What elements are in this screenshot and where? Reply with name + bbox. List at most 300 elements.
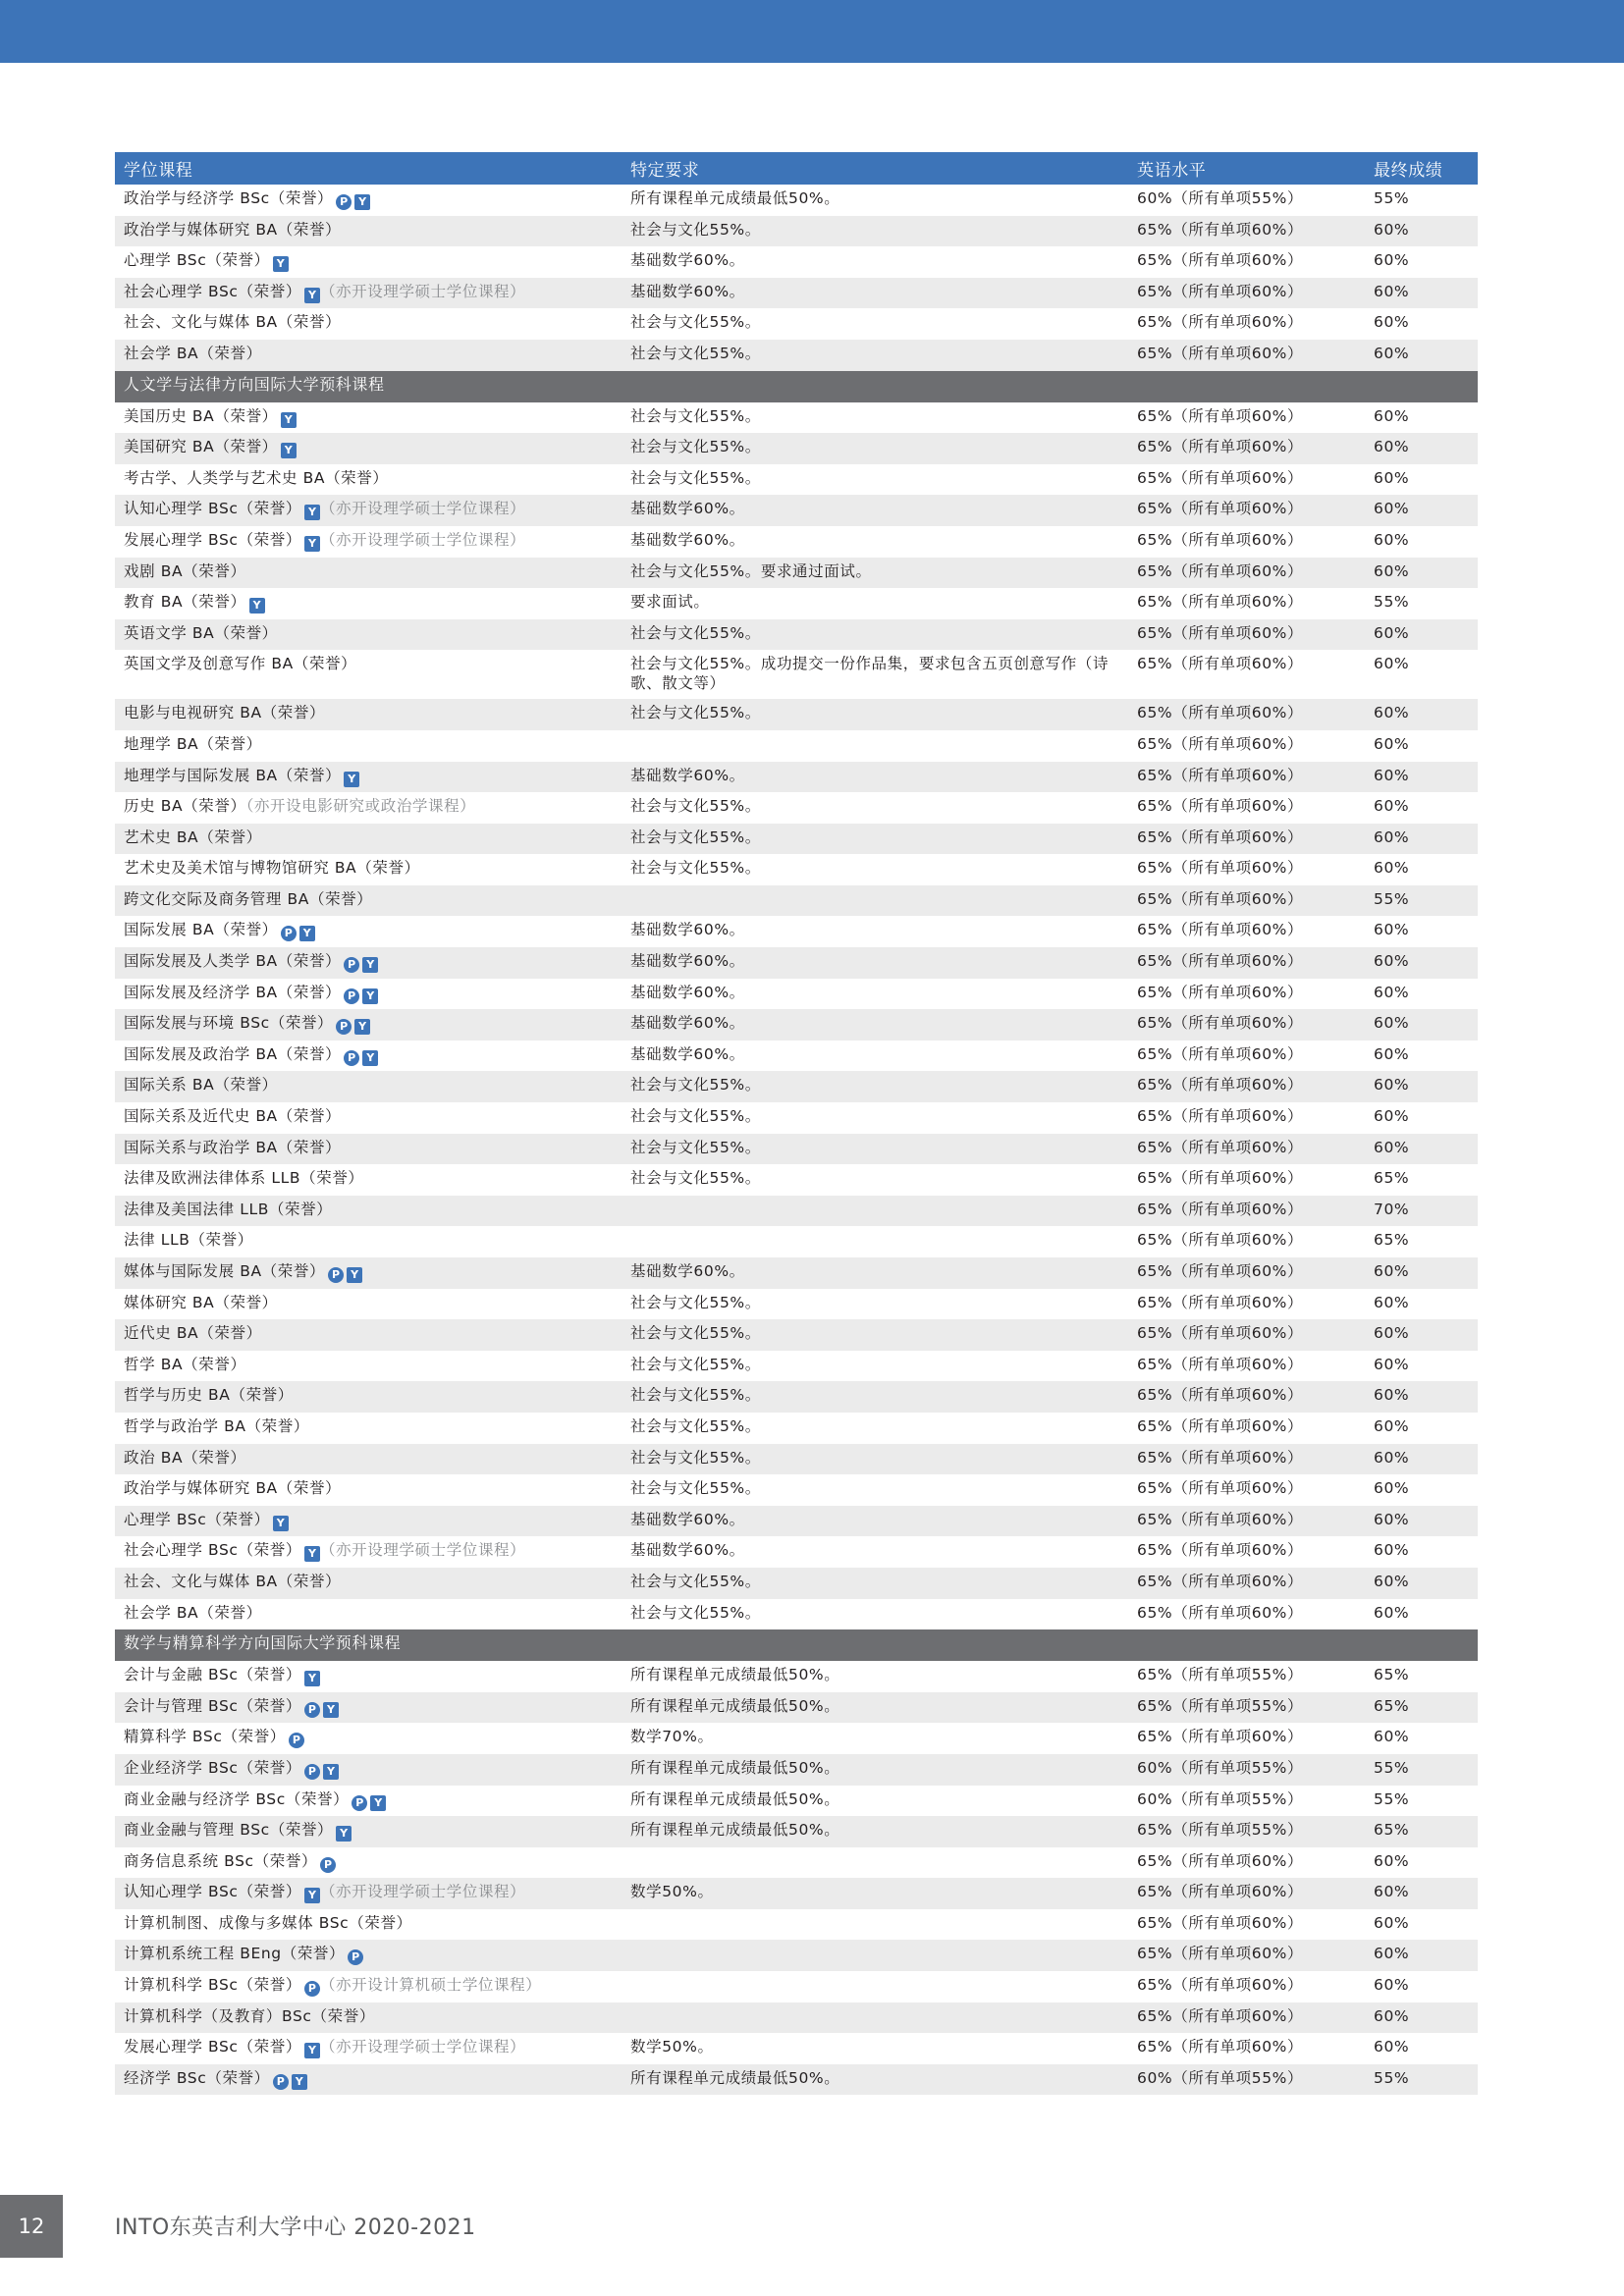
course-cell — [115, 1134, 622, 1165]
entry-requirements-table — [115, 152, 1478, 2095]
final-grade-cell: 60% — [1374, 1044, 1410, 1063]
table-row — [115, 885, 1478, 917]
pathway-y-icon: Y — [336, 1826, 352, 1842]
final-grade-cell: 60% — [1365, 1319, 1478, 1351]
final-grade-cell: 60% — [1374, 1416, 1410, 1435]
course-cell — [115, 979, 622, 1010]
requirement-cell — [622, 2002, 1128, 2034]
table-row — [115, 1599, 1478, 1630]
english-level-cell: 65%（所有单项60%） — [1128, 1381, 1365, 1413]
english-level-cell: 65%（所有单项60%） — [1128, 2002, 1365, 2034]
english-level-cell: 65%（所有单项60%） — [1137, 1913, 1304, 1932]
requirement-cell: 基础数学60%。 — [622, 1257, 1128, 1289]
requirement-cell: 所有课程单元成绩最低50%。 — [630, 1789, 840, 1808]
course-cell — [115, 916, 622, 947]
course-cell — [115, 185, 622, 216]
requirement-cell: 所有课程单元成绩最低50%。 — [622, 2064, 1128, 2096]
course-cell — [115, 1878, 622, 1909]
table-row — [115, 1816, 1478, 1847]
course-name: 计算机制图、成像与多媒体 BSc（荣誉） — [124, 1913, 412, 1932]
section-header-row — [115, 1629, 1478, 1661]
table-row — [115, 278, 1478, 309]
course-cell — [115, 1909, 622, 1941]
course-cell — [115, 340, 622, 371]
requirement-cell: 社会与文化55%。 — [622, 619, 1128, 651]
course-note: （亦开设理学硕士学位课程） — [319, 530, 526, 549]
english-level-cell: 65%（所有单项60%） — [1137, 530, 1304, 549]
table-row — [115, 619, 1478, 651]
pathway-p-icon: P — [289, 1733, 304, 1748]
table-row — [115, 1506, 1478, 1537]
header-english-level: 英语水平 — [1128, 152, 1365, 185]
pathway-y-icon: Y — [354, 1019, 370, 1035]
table-row — [115, 1909, 1478, 1941]
course-name: 国际关系与政治学 BA（荣誉） — [124, 1138, 342, 1156]
pathway-y-icon: Y — [281, 412, 297, 428]
pathway-y-icon: Y — [304, 1888, 320, 1903]
english-level-cell: 65%（所有单项60%） — [1128, 885, 1365, 917]
table-row — [115, 1319, 1478, 1351]
final-grade-cell: 65% — [1374, 1169, 1410, 1188]
requirement-cell: 社会与文化55%。 — [630, 1355, 761, 1373]
course-name: 社会学 BA（荣誉） — [124, 1603, 262, 1622]
pathway-y-icon: Y — [304, 505, 320, 520]
requirement-cell: 社会与文化55%。 — [630, 797, 761, 816]
table-row — [115, 979, 1478, 1010]
english-level-cell: 65%（所有单项55%） — [1128, 1816, 1365, 1847]
course-cell — [115, 650, 622, 699]
course-name: 政治学与媒体研究 BA（荣誉） — [124, 220, 342, 239]
course-name: 商业金融与管理 BSc（荣誉） — [124, 1821, 334, 1840]
table-row — [115, 1164, 1478, 1196]
course-name: 历史 BA（荣誉） — [124, 797, 246, 816]
final-grade-cell: 60% — [1374, 1913, 1410, 1932]
course-cell — [115, 308, 622, 340]
requirement-cell: 基础数学60%。 — [622, 1009, 1128, 1041]
english-level-cell: 65%（所有单项60%） — [1137, 251, 1304, 270]
table-row — [115, 1692, 1478, 1724]
course-cell — [115, 1971, 622, 2002]
table-row — [115, 1474, 1478, 1506]
course-cell — [115, 1413, 622, 1444]
english-level-cell: 65%（所有单项60%） — [1137, 655, 1304, 673]
course-name: 政治学与经济学 BSc（荣誉） — [124, 189, 334, 207]
table-row — [115, 1257, 1478, 1289]
table-row — [115, 762, 1478, 793]
requirement-cell — [622, 730, 1128, 762]
english-level-cell: 65%（所有单项60%） — [1128, 619, 1365, 651]
final-grade-cell: 60% — [1365, 1878, 1478, 1909]
table-row — [115, 1351, 1478, 1382]
final-grade-cell: 55% — [1374, 1789, 1410, 1808]
table-row — [115, 1041, 1478, 1072]
course-cell — [115, 1226, 622, 1257]
course-cell — [115, 2064, 622, 2096]
requirement-cell: 社会与文化55%。 — [630, 1107, 761, 1126]
course-name: 法律 LLB（荣誉） — [124, 1231, 253, 1250]
table-row — [115, 1568, 1478, 1599]
course-cell — [115, 402, 622, 434]
requirement-cell: 基础数学60%。 — [630, 983, 745, 1001]
pathway-p-icon: P — [328, 1267, 344, 1283]
course-cell — [115, 619, 622, 651]
course-cell — [115, 278, 622, 309]
pathway-y-icon: Y — [249, 598, 265, 614]
requirement-cell: 社会与文化55%。 — [630, 1479, 761, 1498]
english-level-cell: 60%（所有单项55%） — [1137, 189, 1304, 207]
english-level-cell: 65%（所有单项60%） — [1137, 1479, 1304, 1498]
course-cell — [115, 762, 622, 793]
pathway-y-icon: Y — [304, 1671, 320, 1686]
course-cell — [115, 495, 622, 526]
english-level-cell: 65%（所有单项60%） — [1137, 1541, 1304, 1560]
course-cell — [115, 1381, 622, 1413]
pathway-p-icon: P — [281, 926, 297, 941]
table-row — [115, 588, 1478, 619]
english-level-cell: 65%（所有单项60%） — [1137, 734, 1304, 753]
table-row — [115, 824, 1478, 855]
requirement-cell: 社会与文化55%。 — [630, 1416, 761, 1435]
course-cell — [115, 824, 622, 855]
course-name: 商业金融与经济学 BSc（荣誉） — [124, 1789, 350, 1808]
requirement-cell: 基础数学60%。 — [622, 762, 1128, 793]
course-cell — [115, 1196, 622, 1227]
english-level-cell: 65%（所有单项60%） — [1128, 1196, 1365, 1227]
final-grade-cell: 60% — [1374, 251, 1410, 270]
requirement-cell — [622, 1847, 1128, 1879]
requirement-cell: 社会与文化55%。 — [622, 1444, 1128, 1475]
final-grade-cell: 60% — [1365, 1009, 1478, 1041]
course-name: 教育 BA（荣誉） — [124, 593, 246, 612]
table-row — [115, 792, 1478, 824]
final-grade-cell: 60% — [1365, 1940, 1478, 1971]
pathway-y-icon: Y — [354, 194, 370, 210]
final-grade-cell: 55% — [1374, 189, 1410, 207]
english-level-cell: 65%（所有单项60%） — [1128, 1940, 1365, 1971]
course-cell — [115, 1692, 622, 1724]
course-name: 美国历史 BA（荣誉） — [124, 406, 278, 425]
table-header-row — [115, 152, 1478, 185]
course-name: 会计与管理 BSc（荣誉） — [124, 1696, 301, 1715]
course-name: 英语文学 BA（荣誉） — [124, 623, 278, 642]
requirement-cell: 所有课程单元成绩最低50%。 — [622, 1754, 1128, 1786]
top-color-bar — [0, 0, 1624, 63]
pathway-p-icon: P — [344, 988, 359, 1004]
course-note: （亦开设理学硕士学位课程） — [319, 2038, 526, 2056]
final-grade-cell: 60% — [1374, 313, 1410, 332]
final-grade-cell: 60% — [1374, 530, 1410, 549]
header-final-grade: 最终成绩 — [1365, 152, 1478, 185]
course-cell — [115, 1289, 622, 1320]
final-grade-cell: 60% — [1365, 1444, 1478, 1475]
course-cell — [115, 1257, 622, 1289]
requirement-cell — [622, 1909, 1128, 1941]
requirement-cell: 所有课程单元成绩最低50%。 — [630, 189, 840, 207]
table-row — [115, 495, 1478, 526]
pathway-p-icon: P — [273, 2074, 289, 2090]
requirement-cell: 社会与文化55%。 — [630, 406, 761, 425]
requirement-cell — [622, 1971, 1128, 2002]
requirement-cell: 社会与文化55%。 — [622, 1134, 1128, 1165]
requirement-cell: 基础数学60%。 — [622, 947, 1128, 979]
course-cell — [115, 1319, 622, 1351]
course-name: 国际发展及政治学 BA（荣誉） — [124, 1044, 342, 1063]
requirement-cell: 数学50%。 — [622, 1878, 1128, 1909]
page-number-box — [0, 2195, 63, 2258]
final-grade-cell: 60% — [1365, 824, 1478, 855]
course-cell — [115, 1041, 622, 1072]
table-row — [115, 1878, 1478, 1909]
final-grade-cell: 60% — [1374, 921, 1410, 939]
course-cell — [115, 1071, 622, 1102]
course-cell — [115, 947, 622, 979]
requirement-cell: 所有课程单元成绩最低50%。 — [622, 1816, 1128, 1847]
footer-title: INTO东英吉利大学中心 2020-2021 — [115, 2216, 476, 2240]
course-cell — [115, 1940, 622, 1971]
pathway-p-icon: P — [304, 1764, 320, 1780]
course-cell — [115, 2002, 622, 2034]
final-grade-cell: 60% — [1365, 1257, 1478, 1289]
final-grade-cell: 60% — [1365, 278, 1478, 309]
course-name: 计算机科学（及教育）BSc（荣誉） — [124, 2006, 375, 2025]
course-name: 国际关系 BA（荣誉） — [124, 1076, 278, 1095]
course-name: 社会、文化与媒体 BA（荣誉） — [124, 313, 342, 332]
course-name: 认知心理学 BSc（荣誉） — [124, 500, 301, 518]
pathway-p-icon: P — [336, 1019, 352, 1035]
final-grade-cell: 55% — [1365, 2064, 1478, 2096]
course-name: 社会心理学 BSc（荣誉） — [124, 282, 301, 300]
table-row — [115, 1102, 1478, 1134]
requirement-cell: 社会与文化55%。 — [622, 1071, 1128, 1102]
english-level-cell: 65%（所有单项60%） — [1137, 797, 1304, 816]
english-level-cell: 65%（所有单项55%） — [1137, 1666, 1304, 1684]
requirement-cell: 社会与文化55%。成功提交一份作品集，要求包含五页创意写作（诗歌、散文等） — [630, 655, 1110, 693]
table-row — [115, 1009, 1478, 1041]
requirement-cell: 所有课程单元成绩最低50%。 — [622, 1692, 1128, 1724]
course-cell — [115, 1847, 622, 1879]
course-note: （亦开设理学硕士学位课程） — [319, 500, 526, 518]
course-name: 心理学 BSc（荣誉） — [124, 1510, 270, 1528]
course-name: 国际发展及经济学 BA（荣誉） — [124, 983, 342, 1001]
english-level-cell: 65%（所有单项60%） — [1128, 1009, 1365, 1041]
pathway-y-icon: Y — [323, 1764, 339, 1780]
english-level-cell: 65%（所有单项60%） — [1128, 340, 1365, 371]
course-name: 计算机科学 BSc（荣誉） — [124, 1976, 301, 1995]
english-level-cell: 65%（所有单项60%） — [1137, 1851, 1304, 1870]
pathway-p-icon: P — [344, 957, 359, 973]
final-grade-cell: 60% — [1365, 762, 1478, 793]
table-row — [115, 558, 1478, 589]
requirement-cell: 所有课程单元成绩最低50%。 — [630, 1666, 840, 1684]
course-name: 社会心理学 BSc（荣誉） — [124, 1541, 301, 1560]
course-name: 发展心理学 BSc（荣誉） — [124, 530, 301, 549]
final-grade-cell: 65% — [1374, 1666, 1410, 1684]
final-grade-cell: 60% — [1374, 797, 1410, 816]
course-name: 戏剧 BA（荣誉） — [124, 561, 246, 580]
requirement-cell: 要求面试。 — [630, 593, 710, 612]
final-grade-cell: 60% — [1374, 1355, 1410, 1373]
final-grade-cell: 60% — [1374, 1603, 1410, 1622]
entry-requirements-table-container — [115, 152, 1478, 2095]
english-level-cell: 65%（所有单项60%） — [1137, 1976, 1304, 1995]
english-level-cell: 65%（所有单项60%） — [1137, 406, 1304, 425]
final-grade-cell: 55% — [1374, 593, 1410, 612]
course-name: 跨文化交际及商务管理 BA（荣誉） — [124, 889, 373, 908]
english-level-cell: 65%（所有单项60%） — [1137, 1044, 1304, 1063]
final-grade-cell: 60% — [1365, 1568, 1478, 1599]
final-grade-cell: 60% — [1365, 433, 1478, 464]
table-row — [115, 730, 1478, 762]
final-grade-cell: 60% — [1365, 699, 1478, 730]
course-cell — [115, 1009, 622, 1041]
english-level-cell: 65%（所有单项60%） — [1128, 1506, 1365, 1537]
requirement-cell: 社会与文化55%。 — [630, 1603, 761, 1622]
pathway-y-icon: Y — [347, 1267, 362, 1283]
course-name: 地理学与国际发展 BA（荣誉） — [124, 766, 342, 784]
final-grade-cell: 60% — [1374, 1541, 1410, 1560]
final-grade-cell: 60% — [1374, 2038, 1410, 2056]
table-row — [115, 526, 1478, 558]
course-cell — [115, 1754, 622, 1786]
final-grade-cell: 60% — [1365, 216, 1478, 247]
course-cell — [115, 1723, 622, 1754]
requirement-cell: 基础数学60%。 — [630, 251, 745, 270]
course-name: 法律及欧洲法律体系 LLB（荣誉） — [124, 1169, 364, 1188]
course-name: 政治 BA（荣誉） — [124, 1448, 246, 1467]
table-row — [115, 216, 1478, 247]
english-level-cell: 65%（所有单项60%） — [1128, 495, 1365, 526]
course-name: 社会、文化与媒体 BA（荣誉） — [124, 1572, 342, 1590]
english-level-cell: 65%（所有单项60%） — [1137, 1728, 1304, 1746]
table-row — [115, 2033, 1478, 2064]
english-level-cell: 65%（所有单项60%） — [1137, 593, 1304, 612]
english-level-cell: 65%（所有单项60%） — [1128, 433, 1365, 464]
requirement-cell: 社会与文化55%。 — [622, 1568, 1128, 1599]
requirement-cell: 社会与文化55%。 — [622, 824, 1128, 855]
final-grade-cell: 60% — [1365, 1381, 1478, 1413]
english-level-cell: 65%（所有单项60%） — [1128, 824, 1365, 855]
course-cell — [115, 792, 622, 824]
final-grade-cell: 60% — [1365, 947, 1478, 979]
course-name: 艺术史 BA（荣誉） — [124, 828, 262, 846]
course-note: （亦开设理学硕士学位课程） — [319, 282, 526, 300]
final-grade-cell: 60% — [1365, 1506, 1478, 1537]
course-cell — [115, 216, 622, 247]
pathway-y-icon: Y — [299, 926, 315, 941]
pathway-p-icon: P — [348, 1949, 363, 1965]
course-name: 计算机系统工程 BEng（荣誉） — [124, 1945, 346, 1963]
course-cell — [115, 1536, 622, 1568]
course-cell — [115, 1599, 622, 1630]
table-row — [115, 1289, 1478, 1320]
final-grade-cell: 65% — [1374, 1231, 1410, 1250]
pathway-p-icon: P — [352, 1795, 367, 1811]
requirement-cell: 社会与文化55%。 — [622, 1381, 1128, 1413]
final-grade-cell: 60% — [1365, 558, 1478, 589]
table-row — [115, 854, 1478, 885]
pathway-p-icon: P — [344, 1050, 359, 1066]
pathway-y-icon: Y — [344, 772, 359, 787]
course-cell — [115, 588, 622, 619]
table-row — [115, 1847, 1478, 1879]
english-level-cell: 65%（所有单项55%） — [1128, 1692, 1365, 1724]
course-cell — [115, 1164, 622, 1196]
table-row — [115, 464, 1478, 496]
table-row — [115, 246, 1478, 278]
pathway-y-icon: Y — [304, 1546, 320, 1562]
course-note: （亦开设计算机硕士学位课程） — [319, 1976, 542, 1995]
course-name: 国际关系及近代史 BA（荣誉） — [124, 1107, 342, 1126]
final-grade-cell: 60% — [1374, 468, 1410, 487]
pathway-y-icon: Y — [362, 957, 378, 973]
english-level-cell: 65%（所有单项60%） — [1128, 278, 1365, 309]
requirement-cell: 社会与文化55%。 — [630, 859, 761, 878]
english-level-cell: 65%（所有单项60%） — [1137, 2038, 1304, 2056]
course-name: 哲学与历史 BA（荣誉） — [124, 1386, 294, 1405]
requirement-cell: 社会与文化55%。 — [630, 313, 761, 332]
course-name: 政治学与媒体研究 BA（荣誉） — [124, 1479, 342, 1498]
requirement-cell: 社会与文化55%。 — [622, 1319, 1128, 1351]
english-level-cell: 65%（所有单项60%） — [1128, 1071, 1365, 1102]
table-row — [115, 947, 1478, 979]
course-name: 国际发展及人类学 BA（荣誉） — [124, 952, 342, 971]
course-name: 经济学 BSc（荣誉） — [124, 2068, 270, 2087]
final-grade-cell: 60% — [1374, 655, 1410, 673]
course-note: （亦开设理学硕士学位课程） — [319, 1541, 526, 1560]
pathway-p-icon: P — [336, 194, 352, 210]
course-cell — [115, 1568, 622, 1599]
table-row — [115, 1723, 1478, 1754]
section-title: 人文学与法律方向国际大学预科课程 — [115, 371, 1478, 402]
english-level-cell: 65%（所有单项60%） — [1137, 921, 1304, 939]
english-level-cell: 65%（所有单项60%） — [1137, 1293, 1304, 1311]
final-grade-cell: 60% — [1365, 495, 1478, 526]
english-level-cell: 65%（所有单项60%） — [1128, 1134, 1365, 1165]
requirement-cell: 基础数学60%。 — [630, 1541, 745, 1560]
course-cell — [115, 1351, 622, 1382]
english-level-cell: 65%（所有单项60%） — [1128, 699, 1365, 730]
english-level-cell: 65%（所有单项60%） — [1137, 1231, 1304, 1250]
course-name: 心理学 BSc（荣誉） — [124, 251, 270, 270]
table-row — [115, 1754, 1478, 1786]
requirement-cell: 社会与文化55%。 — [630, 1293, 761, 1311]
pathway-y-icon: Y — [304, 536, 320, 552]
table-row — [115, 308, 1478, 340]
pathway-y-icon: Y — [323, 1702, 339, 1718]
pathway-y-icon: Y — [281, 443, 297, 458]
table-row — [115, 916, 1478, 947]
course-name: 哲学 BA（荣誉） — [124, 1355, 246, 1373]
requirement-cell — [622, 1196, 1128, 1227]
english-level-cell: 65%（所有单项60%） — [1128, 558, 1365, 589]
english-level-cell: 65%（所有单项60%） — [1128, 947, 1365, 979]
course-cell — [115, 464, 622, 496]
header-specific-requirements: 特定要求 — [622, 152, 1128, 185]
table-row — [115, 1226, 1478, 1257]
requirement-cell: 社会与文化55%。 — [630, 468, 761, 487]
course-cell — [115, 854, 622, 885]
pathway-p-icon: P — [304, 1702, 320, 1718]
course-name: 国际发展 BA（荣誉） — [124, 921, 278, 939]
course-name: 媒体与国际发展 BA（荣誉） — [124, 1262, 326, 1280]
english-level-cell: 65%（所有单项60%） — [1128, 1568, 1365, 1599]
pathway-p-icon: P — [320, 1857, 336, 1873]
table-row — [115, 1071, 1478, 1102]
english-level-cell: 65%（所有单项60%） — [1128, 762, 1365, 793]
english-level-cell: 65%（所有单项60%） — [1128, 216, 1365, 247]
table-row — [115, 402, 1478, 434]
pathway-y-icon: Y — [362, 988, 378, 1004]
